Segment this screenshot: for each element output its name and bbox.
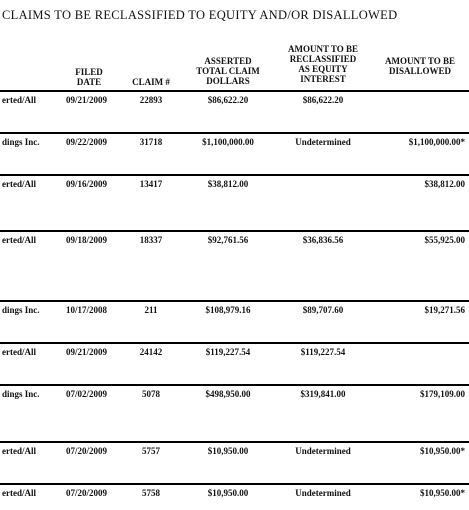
reclassified-amount: Undetermined — [295, 488, 351, 498]
disallowed-amount: $38,812.00 — [424, 179, 465, 189]
filed-date: 09/22/2009 — [66, 137, 108, 147]
disallowed-amount: $19,271.56 — [424, 305, 465, 315]
filed-date: 09/16/2009 — [66, 179, 108, 189]
filed-date: 07/20/2009 — [66, 446, 108, 456]
table-row — [0, 230, 469, 245]
claim-number: 5758 — [142, 488, 160, 498]
header-asserted-total: ASSERTED TOTAL CLAIM DOLLARS — [196, 56, 260, 86]
row-divider — [0, 230, 469, 232]
row-divider — [0, 174, 469, 176]
disallowed-amount: $10,950.00* — [420, 488, 465, 498]
claim-number: 18337 — [139, 235, 163, 245]
filed-date: 09/21/2009 — [66, 347, 108, 357]
table-row — [0, 342, 469, 357]
claim-number: 211 — [144, 305, 158, 315]
row-divider — [0, 342, 469, 344]
claimant-name: erted/All — [2, 446, 36, 456]
claimant-name: erted/All — [2, 235, 36, 245]
document-title: CLAIMS TO BE RECLASSIFIED TO EQUITY AND/OR DISALLOWED — [2, 8, 398, 22]
asserted-amount: $86,622.20 — [207, 95, 249, 105]
table-row — [0, 441, 469, 456]
asserted-amount: $498,950.00 — [205, 389, 251, 399]
table-row — [0, 300, 469, 315]
reclassified-amount: $86,622.20 — [302, 95, 344, 105]
claimant-name: erted/All — [2, 347, 36, 357]
table-row — [0, 90, 469, 105]
filed-date: 09/18/2009 — [66, 235, 108, 245]
asserted-amount: $1,100,000.00 — [202, 137, 254, 147]
table-row — [0, 132, 469, 147]
header-filed-date: FILED DATE — [75, 67, 103, 87]
reclassified-amount: $119,227.54 — [300, 347, 346, 357]
claim-number: 5078 — [142, 389, 160, 399]
reclassified-amount: Undetermined — [295, 446, 351, 456]
claim-number: 31718 — [139, 137, 163, 147]
claim-number: 24142 — [139, 347, 163, 357]
reclassified-amount: $89,707.60 — [302, 305, 344, 315]
claimant-name: dings Inc. — [2, 389, 40, 399]
header-claim-number: CLAIM # — [132, 77, 170, 87]
row-divider — [0, 90, 469, 92]
row-divider — [0, 483, 469, 485]
asserted-amount: $108,979.16 — [205, 305, 251, 315]
reclassified-amount: $36,836.56 — [302, 235, 344, 245]
filed-date: 07/02/2009 — [66, 389, 108, 399]
claimant-name: erted/All — [2, 488, 36, 498]
row-divider — [0, 441, 469, 443]
claimant-name: erted/All — [2, 95, 36, 105]
asserted-amount: $119,227.54 — [205, 347, 251, 357]
filed-date: 09/21/2009 — [66, 95, 108, 105]
row-divider — [0, 300, 469, 302]
disallowed-amount: $55,925.00 — [424, 235, 465, 245]
table-row — [0, 174, 469, 189]
claimant-name: dings Inc. — [2, 305, 40, 315]
row-divider — [0, 132, 469, 134]
claim-number: 13417 — [139, 179, 163, 189]
disallowed-amount: $179,109.00 — [420, 389, 465, 399]
asserted-amount: $92,761.56 — [207, 235, 249, 245]
claim-number: 5757 — [142, 446, 160, 456]
disallowed-amount: $10,950.00* — [420, 446, 465, 456]
claim-number: 22893 — [139, 95, 163, 105]
claimant-name: dings Inc. — [2, 137, 40, 147]
table-row — [0, 483, 469, 498]
reclassified-amount: Undetermined — [295, 137, 351, 147]
disallowed-amount: $1,100,000.00* — [408, 137, 465, 147]
reclassified-amount: $319,841.00 — [300, 389, 346, 399]
asserted-amount: $10,950.00 — [207, 446, 249, 456]
asserted-amount: $10,950.00 — [207, 488, 249, 498]
table-row — [0, 384, 469, 399]
row-divider — [0, 384, 469, 386]
filed-date: 07/20/2009 — [66, 488, 108, 498]
asserted-amount: $38,812.00 — [207, 179, 249, 189]
header-reclassified-equity: AMOUNT TO BE RECLASSIFIED AS EQUITY INTEREST — [287, 44, 359, 84]
filed-date: 10/17/2008 — [66, 305, 108, 315]
header-disallowed: AMOUNT TO BE DISALLOWED — [384, 56, 456, 76]
claimant-name: erted/All — [2, 179, 36, 189]
